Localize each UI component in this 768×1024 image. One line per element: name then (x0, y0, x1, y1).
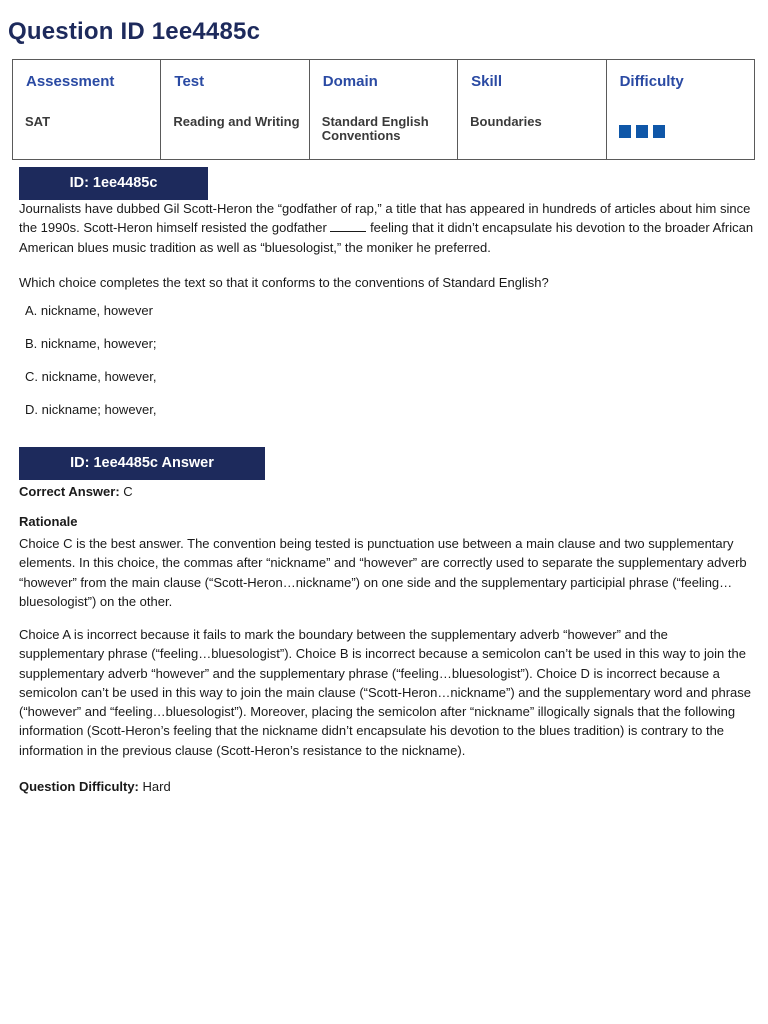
question-passage (19, 199, 754, 257)
question-difficulty-value: Hard (138, 779, 171, 794)
test-cell (161, 60, 309, 160)
domain-value-line2: Conventions (321, 128, 401, 143)
answer-choice-a: A. nickname, however (25, 303, 153, 318)
rationale-paragraph-2: Choice A is incorrect because it fails to mark the boundary between the supplementary adverb “however” and the supplementary phrase (“feeling…bluesologist”). Choice B is incorrect because a semicolon can’t be used in this way to join the supplementary adverb “however” and the supplementary phrase (“feeling…bluesologist”). Choice D is incorrect because a semicolon can’t be used in this way to join the main clause (“Scott-Heron…nickname”) and the supplementary word and phrase (“however” and “feeling…bluesologist”). Moreover, placing the semicolon after “nickname” illogically signals that the following information (Scott-Heron’s feeling that the nickname didn’t encapsulate his devotion to the blues tradition) is contrary to the information in the previous clause (Scott-Heron’s resistance to the nickname). (19, 627, 751, 758)
answer-choice-b: B. nickname, however; (25, 336, 157, 351)
assessment-cell (13, 60, 161, 160)
passage-text-part2: feeling that it didn’t encapsulate his devotion to the broader African American blues music tradition as well as “bluesologist,” the moniker he preferred. (19, 220, 754, 255)
difficulty-header: Difficulty (619, 73, 684, 90)
domain-value-line1: Standard English (321, 114, 429, 129)
passage-text-part1: Journalists have dubbed Gil Scott-Heron the “godfather of rap,” a title that has appeared in hundreds of articles about him since the 1990s. Scott-Heron himself resisted the godfather (19, 201, 751, 236)
assessment-value: SAT (25, 114, 51, 129)
domain-cell (309, 60, 457, 160)
question-id-banner: ID: 1ee4485c (19, 167, 208, 200)
test-value: Reading and Writing (173, 114, 300, 129)
correct-answer-value: C (119, 484, 133, 499)
difficulty-bar (653, 125, 665, 138)
question-metadata-table (12, 59, 755, 160)
question-prompt: Which choice completes the text so that it conforms to the conventions of Standard English? (19, 275, 549, 290)
correct-answer-label: Correct Answer: (19, 484, 120, 499)
rationale-heading: Rationale (19, 514, 78, 529)
domain-value (322, 115, 429, 143)
difficulty-bar (619, 125, 631, 138)
rationale-paragraph-1: Choice C is the best answer. The convention being tested is punctuation use between a main clause and two supplementary elements. In this choice, the commas after “nickname” and “however” are correctly used to separate the supplementary adverb “however” from the main clause (“Scott-Heron…nickname”) on one side and the supplementary participial phrase (“feeling…bluesologist”) on the other. (19, 536, 747, 609)
page-title: Question ID 1ee4485c (8, 18, 261, 45)
answer-choice-d: D. nickname; however, (25, 402, 157, 417)
skill-header: Skill (471, 73, 503, 90)
test-header: Test (174, 73, 205, 90)
answer-id-banner: ID: 1ee4485c Answer (19, 447, 265, 480)
domain-header: Domain (322, 73, 378, 90)
question-difficulty-label: Question Difficulty: (19, 779, 139, 794)
difficulty-cell (606, 60, 754, 160)
correct-answer (19, 482, 754, 501)
difficulty-indicator (619, 125, 665, 138)
assessment-header: Assessment (26, 73, 115, 90)
passage-blank (330, 220, 366, 232)
difficulty-bar (636, 125, 648, 138)
skill-value: Boundaries (470, 114, 542, 129)
skill-cell (458, 60, 606, 160)
question-difficulty (19, 777, 754, 796)
answer-choice-c: C. nickname, however, (25, 369, 157, 384)
